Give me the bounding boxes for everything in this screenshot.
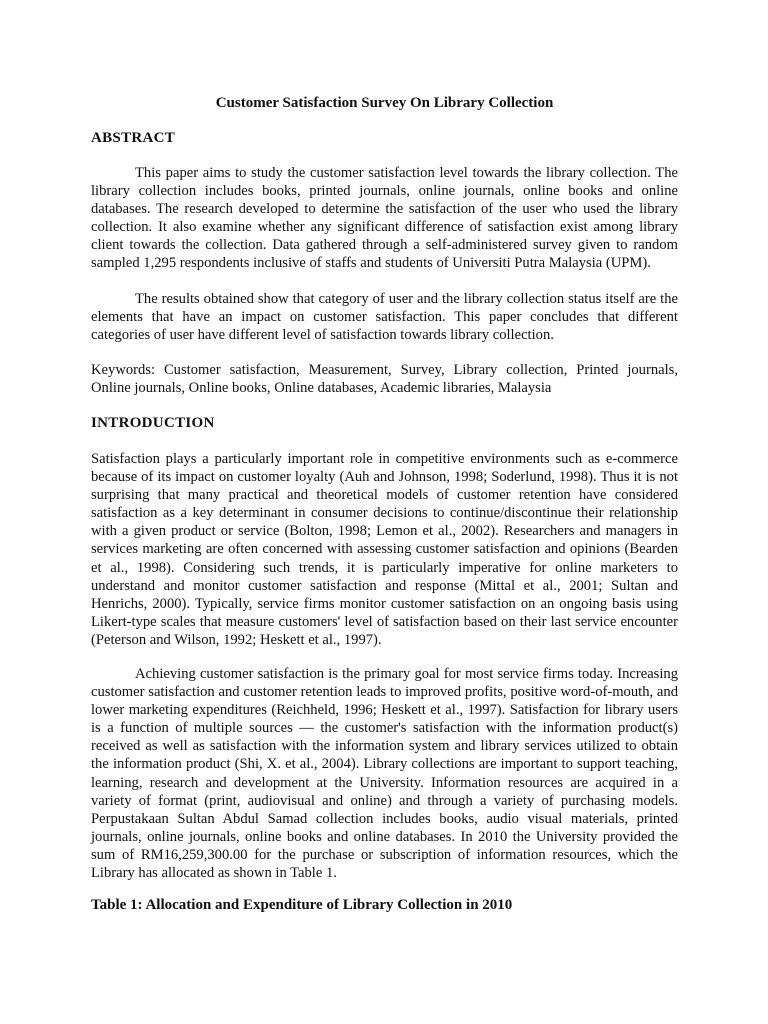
introduction-paragraph-1: Satisfaction plays a particularly important role in competitive environments such as e-commerce because of its impact on customer loyalty (Auh and Johnson, 1998; Soderlund, 1998). Thus it is not surprising that many practical and theoretical models of customer retention have considered satisfaction as a key determinant in consumer decisions to continue/discontinue their relationship with a given product or service (Bolton, 1998; Lemon et al., 2002). Researchers and managers in services marketing are often concerned with assessing customer satisfaction and opinions (Bearden et al., 1998). Considering such trends, it is particularly imperative for online marketers to understand and monitor customer satisfaction and response (Mittal et al., 2001; Sultan and Henrichs, 2000). Typically, service firms monitor customer satisfaction on an ongoing basis using Likert-type scales that measure customers' level of satisfaction based on their last service encounter (Peterson and Wilson, 1992; Heskett et al., 1997). <box>91 451 678 648</box>
keywords-paragraph: Keywords: Customer satisfaction, Measurement, Survey, Library collection, Printed journals, Online journals, Online books, Online databases, Academic libraries, Malaysia <box>91 362 678 397</box>
document-title: Customer Satisfaction Survey On Library Collection <box>215 95 554 111</box>
introduction-heading: INTRODUCTION <box>91 415 215 431</box>
abstract-paragraph-1: This paper aims to study the customer satisfaction level towards the library collection. The library collection includes books, printed journals, online journals, online books and online databases. The research developed to determine the satisfaction of the user who used the library collection. It also examine whether any significant difference of satisfaction exist among library client towards the collection. Data gathered through a self-administered survey given to random sampled 1,295 respondents inclusive of staffs and students of Universiti Putra Malaysia (UPM). <box>91 165 678 272</box>
table-caption: Table 1: Allocation and Expenditure of Library Collection in 2010 <box>91 897 513 913</box>
introduction-paragraph-2: Achieving customer satisfaction is the primary goal for most service firms today. Increasing customer satisfaction and customer retention leads to improved profits, positive word-of-mouth, and lower marketing expenditures (Reichheld, 1996; Heskett et al., 1997). Satisfaction for library users is a function of multiple sources — the customer's satisfaction with the information product(s) received as well as satisfaction with the information system and library services utilized to obtain the information product (Shi, X. et al., 2004). Library collections are important to support teaching, learning, research and development at the University. Information resources are acquired in a variety of format (print, audiovisual and online) and through a variety of purchasing models. Perpustakaan Sultan Abdul Samad collection includes books, audio visual materials, printed journals, online journals, online books and online databases. In 2010 the University provided the sum of RM16,259,300.00 for the purchase or subscription of information resources, which the Library has allocated as shown in Table 1. <box>91 666 678 882</box>
abstract-paragraph-2: The results obtained show that category of user and the library collection status itself are the elements that have an impact on customer satisfaction. This paper concludes that different categories of user have different level of satisfaction towards library collection. <box>91 291 678 344</box>
abstract-heading: ABSTRACT <box>91 130 176 146</box>
